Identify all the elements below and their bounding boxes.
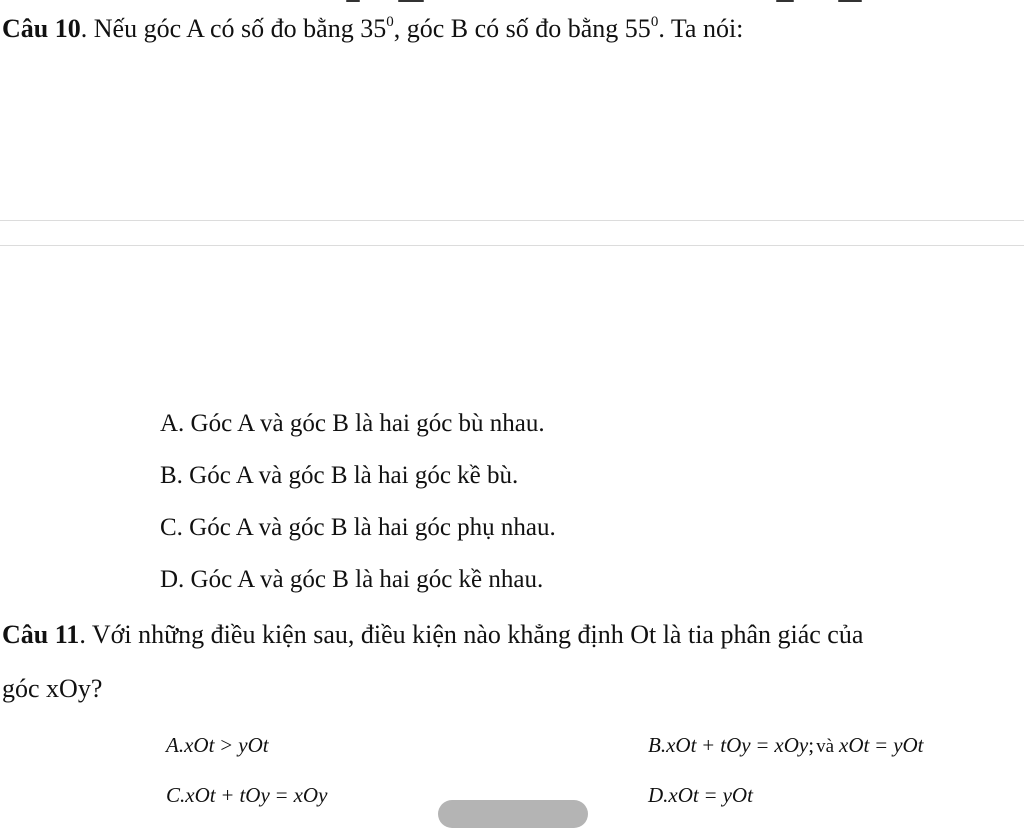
math-term: xOt <box>839 733 870 757</box>
math-term: yOt <box>722 783 753 807</box>
question-10-text-2: , góc B có số đo bằng 55 <box>393 14 651 43</box>
math-term: xOt <box>184 733 215 757</box>
text-fragment <box>398 0 424 2</box>
question-10-option-c: C. Góc A và góc B là hai góc phụ nhau. <box>160 514 556 541</box>
cropped-previous-line <box>0 0 1024 6</box>
math-operator: > <box>220 733 233 757</box>
question-10-option-b: B. Góc A và góc B là hai góc kề bù. <box>160 462 519 489</box>
math-conjunction: và <box>816 736 835 757</box>
option-label: B. <box>648 733 667 757</box>
question-10-text-1: . Nếu góc A có số đo bằng 35 <box>80 14 387 43</box>
home-indicator-bar[interactable] <box>438 800 588 828</box>
question-11-option-a <box>166 733 269 758</box>
question-11-option-d <box>648 783 753 808</box>
page-divider <box>0 220 1024 221</box>
question-11-title <box>2 620 863 650</box>
question-10-option-a: A. Góc A và góc B là hai góc bù nhau. <box>160 410 545 437</box>
option-label: C. <box>166 783 186 807</box>
math-term: xOt <box>668 783 699 807</box>
option-label: A. <box>166 733 185 757</box>
math-term: yOt <box>893 733 924 757</box>
math-term: xOy <box>293 783 328 807</box>
math-separator: ; <box>808 733 815 757</box>
math-term: xOy <box>774 733 809 757</box>
degree-superscript: 0 <box>650 14 659 30</box>
text-fragment <box>838 0 862 2</box>
math-term: tOy <box>720 733 751 757</box>
degree-superscript: 0 <box>386 14 394 30</box>
question-11-option-b <box>648 733 924 758</box>
question-10-number: Câu 10 <box>2 14 81 43</box>
math-term: yOt <box>238 733 269 757</box>
question-11-text-1: . Với những điều kiện sau, điều kiện nào khẳng định Ot là tia phân giác của <box>79 620 864 649</box>
math-operator: = <box>756 733 769 757</box>
question-10-title <box>2 14 743 44</box>
math-term: xOt <box>666 733 697 757</box>
question-11-option-c <box>166 783 327 808</box>
question-10-text-3: . Ta nói: <box>658 14 744 43</box>
text-fragment <box>346 0 360 2</box>
math-operator: = <box>875 733 888 757</box>
math-operator: = <box>275 783 288 807</box>
math-operator: + <box>702 733 715 757</box>
math-term: tOy <box>239 783 270 807</box>
question-11-number: Câu 11 <box>2 620 80 649</box>
page-divider <box>0 245 1024 246</box>
option-label: D. <box>648 783 669 807</box>
math-operator: = <box>704 783 717 807</box>
math-term: xOt <box>185 783 216 807</box>
text-fragment <box>776 0 794 2</box>
question-10-option-d: D. Góc A và góc B là hai góc kề nhau. <box>160 566 544 593</box>
question-11-text-2: góc xOy? <box>2 674 103 703</box>
math-operator: + <box>221 783 234 807</box>
